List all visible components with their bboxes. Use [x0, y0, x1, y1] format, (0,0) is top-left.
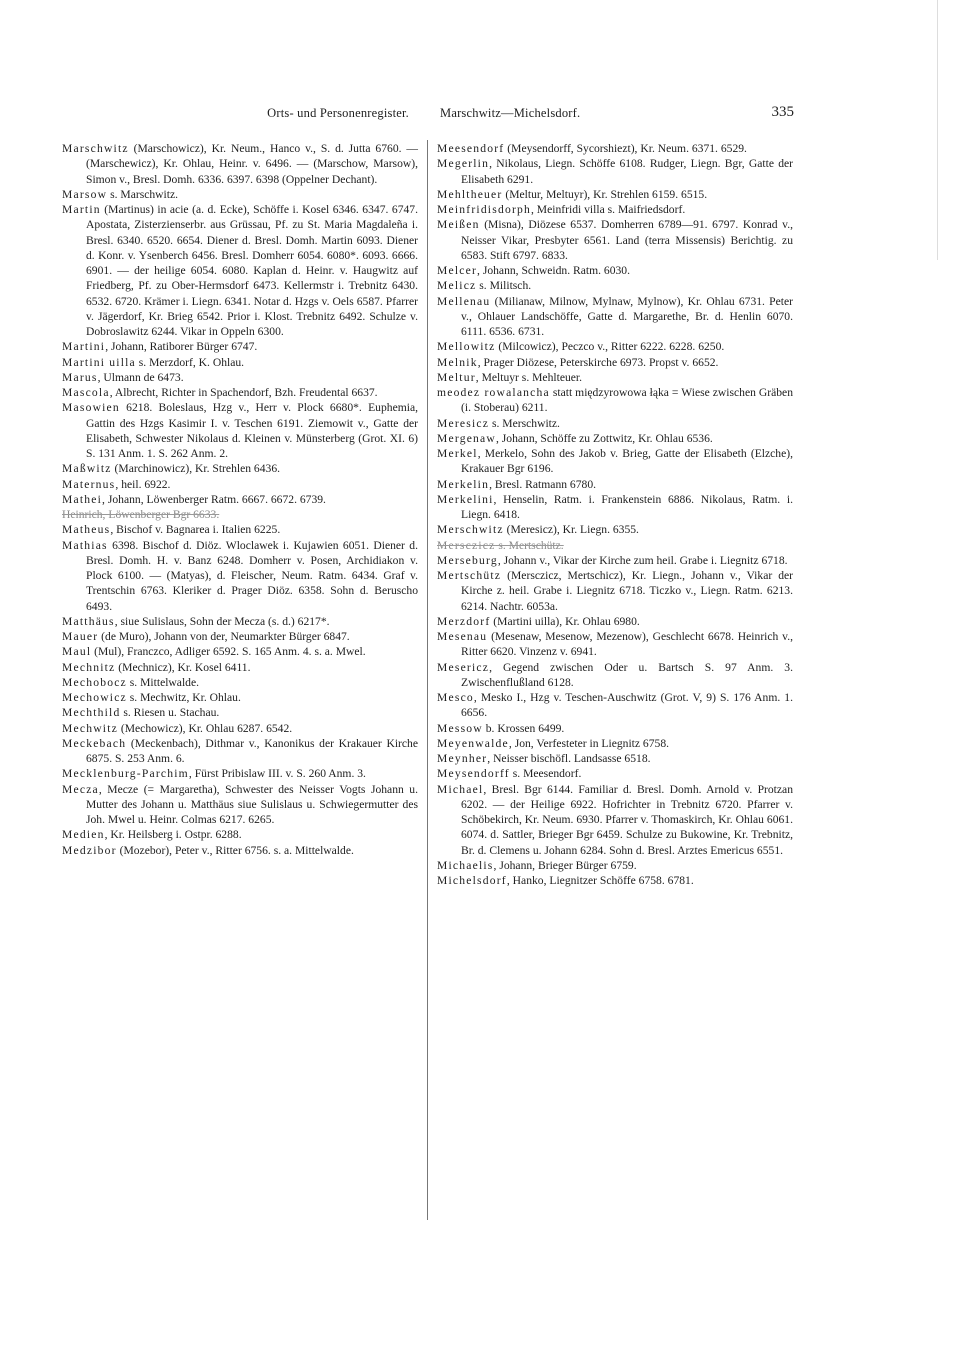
index-entry	[62, 721, 418, 736]
entry-text: (Mozebor), Peter v., Ritter 6756. s. a. Mittelwalde.	[116, 843, 354, 857]
entry-headword: Meckebach	[62, 736, 127, 750]
entry-headword: Mertschütz	[437, 569, 502, 582]
entry-headword: Marschwitz	[62, 142, 129, 155]
entry-headword: Michael	[437, 782, 484, 796]
entry-text: , Hanko, Liegnitzer Schöffe 6758. 6781.	[506, 874, 694, 887]
entry-headword: Megerlin	[437, 157, 490, 171]
entry-text: , Kr. Heilsberg i. Ostpr. 6288.	[104, 828, 242, 842]
index-entry	[62, 202, 418, 339]
entry-headword: Messow	[437, 721, 483, 735]
index-entry	[437, 538, 793, 553]
entry-headword: Merkel	[437, 447, 478, 460]
entry-text: s. Militsch.	[476, 279, 532, 293]
entry-text: (de Muro), Johann von der, Neumarkter Bürger 6847.	[98, 630, 350, 643]
index-entry	[437, 217, 793, 263]
entry-headword: Merkelini	[437, 492, 494, 506]
index-entry	[62, 766, 418, 781]
entry-text: (Martini uilla), Kr. Ohlau 6980.	[490, 614, 640, 628]
entry-text: s. Merschwitz.	[489, 416, 560, 430]
entry-headword: Mechobocz	[62, 675, 127, 689]
index-entry	[437, 263, 793, 278]
index-entry	[437, 385, 793, 416]
index-entry	[62, 400, 418, 461]
entry-headword: Mechnitz	[62, 660, 116, 674]
entry-text: , Fürst Pribislaw III. v. S. 260 Anm. 3.	[188, 767, 366, 781]
entry-text: s. Riesen u. Stachau.	[120, 706, 220, 720]
index-entry	[62, 629, 418, 644]
entry-text: , siue Sulislaus, Sohn der Mecza (s. d.) 6217*.	[114, 614, 330, 628]
header-right-title: Marschwitz—Michelsdorf.	[440, 106, 581, 120]
entry-text: (Meltur, Meltuyr), Kr. Strehlen 6159. 6515.	[502, 187, 708, 201]
index-entry	[437, 477, 793, 492]
entry-headword: Meinfridisdorph	[437, 203, 531, 216]
index-entry	[437, 660, 793, 691]
entry-text: , Johann, Löwenberger Ratm. 6667. 6672. 6739.	[102, 492, 326, 506]
entry-headword: Mergenaw	[437, 431, 496, 445]
entry-text: (Marchinowicz), Kr. Strehlen 6436.	[111, 462, 281, 476]
entry-headword: Mellowitz	[437, 340, 496, 354]
entry-text: , Ulmann de 6473.	[97, 370, 184, 384]
entry-text: (Mesenaw, Mesenow, Mezenow), Geschlecht 6678. Heinrich v., Ritter 6620. Vinzenz v. 6941.	[461, 630, 793, 659]
index-entry	[62, 507, 418, 522]
entry-headword: Martin	[62, 203, 101, 216]
index-entry	[437, 339, 793, 354]
entry-headword: Mesenau	[437, 630, 488, 643]
entry-text: 6398. Bischof d. Diöz. Wloclawek i. Kujawien 6051. Diener d. Bresl. Domh. H. v. Banz 6248. Domherr v. Posen, Archidiakon v. Plock 6100. — (Matyas), d. Fleischer, Neum. Ratm. 6434. Graf v. Trentschin 6763. Kleriker d. Prager Diöz. 6358. Sohn d. Beruscho 6493.	[86, 538, 418, 613]
entry-text: , Merkelo, Sohn des Jakob v. Brieg, Gatte der Elisabeth (Elzche), Krakauer Bgr 6196.	[461, 447, 793, 476]
entry-headword: Matthäus	[62, 614, 115, 628]
index-entry	[62, 675, 418, 690]
index-entry	[62, 827, 418, 842]
entry-text: (Meresicz), Kr. Liegn. 6355.	[503, 523, 639, 537]
entry-text: , Nikolaus, Liegn. Schöffe 6108. Rudger, Liegn. Bgr, Gatte der Elisabeth 6291.	[461, 157, 793, 186]
entry-headword: Mechthild	[62, 706, 121, 720]
entry-text: (Meysendorff, Sycorshiezt), Kr. Neum. 6371. 6529.	[504, 142, 747, 155]
index-entry	[437, 629, 793, 660]
entry-text: , Prager Diözese, Peterskirche 6973. Propst v. 6652.	[477, 355, 719, 369]
entry-headword: Michaelis	[437, 858, 494, 872]
entry-text: , Jon, Verfesteter in Liegnitz 6758.	[508, 736, 670, 750]
entry-text: s. Mechwitz, Kr. Ohlau.	[126, 691, 241, 704]
entry-headword: Mecza	[62, 782, 99, 796]
entry-text: , Bresl. Ratmann 6780.	[489, 477, 597, 491]
index-entry	[437, 751, 793, 766]
entry-text: , Johann, Brieger Bürger 6759.	[493, 858, 637, 872]
entry-headword: Medien	[62, 828, 105, 842]
index-entry	[437, 858, 793, 873]
index-entry	[437, 294, 793, 340]
entry-headword: Marsow	[62, 187, 108, 201]
index-entry	[62, 355, 418, 370]
entry-headword: Merzdorf	[437, 614, 491, 628]
entry-text: , Mesko I., Hzg v. Teschen-Auschwitz (Grot. V, 9) S. 176 Anm. 1. 6656.	[461, 691, 793, 720]
entry-headword: Marus	[62, 370, 98, 384]
index-entry	[437, 736, 793, 751]
index-entry	[62, 660, 418, 675]
entry-headword: Mauer	[62, 630, 99, 643]
left-column	[62, 141, 418, 858]
entry-text: , Meinfridi villa s. Maifriedsdorf.	[531, 203, 686, 216]
entry-headword: Mellenau	[437, 294, 491, 308]
entry-headword: Martini uilla	[62, 355, 136, 369]
index-entry	[62, 187, 418, 202]
entry-text: (Martinus) in acie (a. d. Ecke), Schöffe i. Kosel 6346. 6347. 6747. Apostata, Zisterzienserbr. aus Grüssau, Pf. zu St. Maria Magdaleña i. Bresl. 6340. 6520. 6654. Diener d. Bresl. Domh. Martin 6093. Diener d. Konr. v. Ysenberch 6456. Bresl. Domherr 6054. 6080*. 6093. 6666. 6901. — der heilige 6054. 6080. Kaplan d. Heinr. v. Haugwitz auf Friedberg, Pf. zu Ober-Hermsdorf 6473. Kellermstr i. Trebnitz 6430. 6532. 6720. Krämer i. Liegn. 6341. Notar d. Hzgs v. Oels 6587. Pfarrer v. Jägerdorf, Kr. Brieg 6542. Prior i. Klost. Trebnitz 6492. Schulze v. Dobroslawitz 6244. Vikar in Oppeln 6300.	[86, 203, 418, 338]
entry-headword: Meresicz	[437, 416, 490, 430]
entry-headword: Meyenwalde	[437, 736, 509, 750]
index-entry	[437, 721, 793, 736]
entry-text: (Milianaw, Milnow, Mylnaw, Mylnow), Kr. Ohlau 6731. Peter v., Ohlauer Landschöffe, Gatte d. Margarethe, Br. d. Henlin 6070. 6111. 6536. 6731.	[461, 294, 793, 338]
right-column	[437, 141, 793, 888]
index-entry	[62, 705, 418, 720]
index-entry	[437, 873, 793, 888]
entry-headword: meodez rowalancha	[437, 386, 550, 399]
entry-headword: Michelsdorf	[437, 874, 507, 887]
header-left-title: Orts- und Personenregister.	[267, 106, 409, 120]
index-entry	[437, 278, 793, 293]
index-entry	[437, 553, 793, 568]
entry-headword: Melnik	[437, 355, 478, 369]
index-entry	[437, 568, 793, 614]
entry-text: 6218. Boleslaus, Hzg v., Herr v. Plock 6680*. Euphemia, Gattin des Hzgs Kasimir I. v. Teschen 6191. Ziemowit v., Gatte der Elisabeth, Schwester Nikolaus d. Kleinen v. Münsterberg (Grot. XI. 6) S. 131 Anm. 1. S. 262 Anm. 2.	[86, 401, 418, 460]
entry-headword: Matheus	[62, 523, 111, 537]
index-entry	[437, 431, 793, 446]
index-entry	[437, 614, 793, 629]
entry-text: (Mul), Franczco, Adliger 6592. S. 165 Anm. 4. s. a. Mwel.	[91, 645, 366, 659]
entry-text: , Johann, Schweidn. Ratm. 6030.	[477, 264, 630, 277]
index-entry	[437, 492, 793, 523]
index-entry	[437, 355, 793, 370]
entry-headword: Maßwitz	[62, 462, 112, 476]
entry-headword: Meesendorf	[437, 142, 505, 155]
page-number: 335	[771, 104, 794, 120]
entry-text: , Albrecht, Richter in Spachendorf, Bzh. Freudental 6637.	[109, 386, 378, 399]
running-header	[62, 106, 772, 124]
entry-text: s. Mittelwalde.	[126, 675, 200, 689]
index-entry	[437, 782, 793, 858]
entry-headword: Merkelin	[437, 477, 490, 491]
entry-headword: Mehltheuer	[437, 187, 503, 201]
index-entry	[62, 477, 418, 492]
entry-text: (Milcowicz), Peczco v., Ritter 6222. 6228. 6250.	[495, 340, 725, 354]
entry-text: , heil. 6922.	[115, 477, 171, 491]
index-entry	[62, 461, 418, 476]
entry-text: , Johann, Schöffe zu Zottwitz, Kr. Ohlau 6536.	[495, 431, 713, 445]
entry-headword: Melicz	[437, 279, 477, 293]
entry-headword: Maternus	[62, 477, 116, 491]
index-entry	[437, 766, 793, 781]
index-entry	[62, 522, 418, 537]
entry-headword: Mecklenburg-Parchim	[62, 767, 189, 781]
index-entry	[437, 141, 793, 156]
index-entry	[62, 614, 418, 629]
index-entry	[62, 339, 418, 354]
index-entry	[437, 522, 793, 537]
entry-text: , Johann v., Vikar der Kirche zum heil. Grabe i. Liegnitz 6718.	[497, 553, 788, 567]
index-entry	[437, 187, 793, 202]
entry-headword: Merschwitz	[437, 523, 504, 537]
entry-headword: Mesericz	[437, 660, 490, 674]
index-entry	[62, 370, 418, 385]
entry-text: statt międzyrowowa łąka = Wiese zwischen Gräben (i. Stoberau) 6211.	[461, 386, 793, 415]
entry-headword: Medzibor	[62, 843, 117, 857]
entry-headword: Maul	[62, 645, 92, 659]
entry-text: , Bischof v. Bagnarea i. Italien 6225.	[110, 523, 281, 537]
entry-headword: Mechwitz	[62, 721, 118, 735]
entry-text: s. Merzdorf, K. Ohlau.	[135, 355, 245, 369]
index-entry	[437, 690, 793, 721]
entry-text: , Henselin, Ratm. i. Frankenstein 6886. Nikolaus, Ratm. i. Liegn. 6418.	[461, 492, 793, 521]
index-entry	[62, 782, 418, 828]
entry-text: , Neisser bischöfl. Landsasse 6518.	[487, 752, 651, 765]
entry-headword: Masowien	[62, 401, 120, 415]
entry-headword: Mascola	[62, 386, 110, 399]
index-entry	[62, 843, 418, 858]
index-entry	[437, 416, 793, 431]
entry-text: , Johann, Ratiborer Bürger 6747.	[105, 340, 258, 354]
index-entry	[437, 156, 793, 187]
entry-text: s. Mertschütz.	[495, 538, 564, 552]
entry-text: , Gegend zwischen Oder u. Bartsch S. 97 Anm. 3. Zwischenflußland 6128.	[461, 660, 793, 689]
index-entry	[62, 385, 418, 400]
entry-headword: Mersczicz	[437, 538, 496, 552]
entry-text: , Meltuyr s. Mehlteuer.	[475, 370, 583, 384]
entry-headword: Mathei	[62, 492, 103, 506]
entry-text: (Mechowicz), Kr. Ohlau 6287. 6542.	[117, 721, 293, 735]
entry-headword: Merseburg	[437, 553, 498, 567]
index-entry	[437, 202, 793, 217]
entry-headword: Mesco	[437, 691, 474, 704]
entry-headword: Mathias	[62, 538, 108, 552]
index-entry	[62, 736, 418, 767]
entry-headword: Meynher	[437, 752, 488, 765]
entry-text: Heinrich, Löwenberger Bgr 6633.	[62, 508, 220, 521]
scan-edge-mark	[937, 0, 938, 260]
entry-text: , Bresl. Bgr 6144. Familiar d. Bresl. Domh. Arnold v. Protzan 6202. — der Heilige 6922. Hofrichter in Trebnitz 6720. Pfarrer v. Schöbekirch, Kr. Neum. 6930. Pfarrer v. Thomaskirch, Kr. Ohlau 6061. 6074. d. Sattler, Brieger Bgr 6459. Schulze zu Bukowine, Kr. Trebnitz, Br. d. Clemens u. Johann 6284. Sohn d. Bresl. Arztes Emericus 6551.	[461, 782, 793, 857]
entry-text: (Mersczicz, Mertschicz), Kr. Liegn., Johann v., Vikar der Kirche z. heil. Grabe i. Liegnitz 6718. Ticzko v., Liegn. Ratm. 6213. 6214. Nachtr. 6053a.	[461, 569, 793, 613]
entry-text: (Marschowicz), Kr. Neum., Hanco v., S. d. Jutta 6760. — (Marschewicz), Kr. Ohlau, Heinr. v. 6496. — (Marschow, Marsow), Simon v., Bresl. Domh. 6336. 6397. 6398 (Oppelner Dechant).	[86, 142, 418, 186]
entry-headword: Melcer	[437, 264, 478, 277]
entry-headword: Meltur	[437, 370, 476, 384]
entry-text: b. Krossen 6499.	[482, 721, 565, 735]
index-entry	[62, 644, 418, 659]
entry-headword: Meysendorff	[437, 767, 510, 781]
entry-text: , Mecze (= Margaretha), Schwester des Neisser Vogts Johann u. Mutter des Johann u. Matthäus siue Sulislaus u. Schwiegermutter des Joh. Mwel u. Heinr. Colmas 6217. 6265.	[86, 782, 418, 826]
entry-text: s. Marschwitz.	[107, 187, 179, 201]
entry-text: (Mechnicz), Kr. Kosel 6411.	[115, 660, 251, 674]
index-entry	[62, 538, 418, 614]
entry-text: (Meckenbach), Dithmar v., Kanonikus der Krakauer Kirche 6875. S. 253 Anm. 6.	[86, 736, 418, 765]
entry-text: (Misna), Diözese 6537. Domherren 6789—91. 6797. Konrad v., Neisser Vikar, Presbyter 6561. Land (terra Missensis) Berichtig. zu 6583. Stift 6797. 6833.	[461, 218, 793, 262]
entry-headword: Mechowicz	[62, 691, 127, 704]
entry-headword: Meißen	[437, 218, 480, 232]
entry-headword: Martini	[62, 340, 106, 354]
index-entry	[437, 370, 793, 385]
index-entry	[62, 141, 418, 187]
entry-text: s. Meesendorf.	[509, 767, 582, 781]
column-divider	[427, 140, 428, 1220]
index-entry	[62, 492, 418, 507]
index-entry	[62, 690, 418, 705]
index-entry	[437, 446, 793, 477]
